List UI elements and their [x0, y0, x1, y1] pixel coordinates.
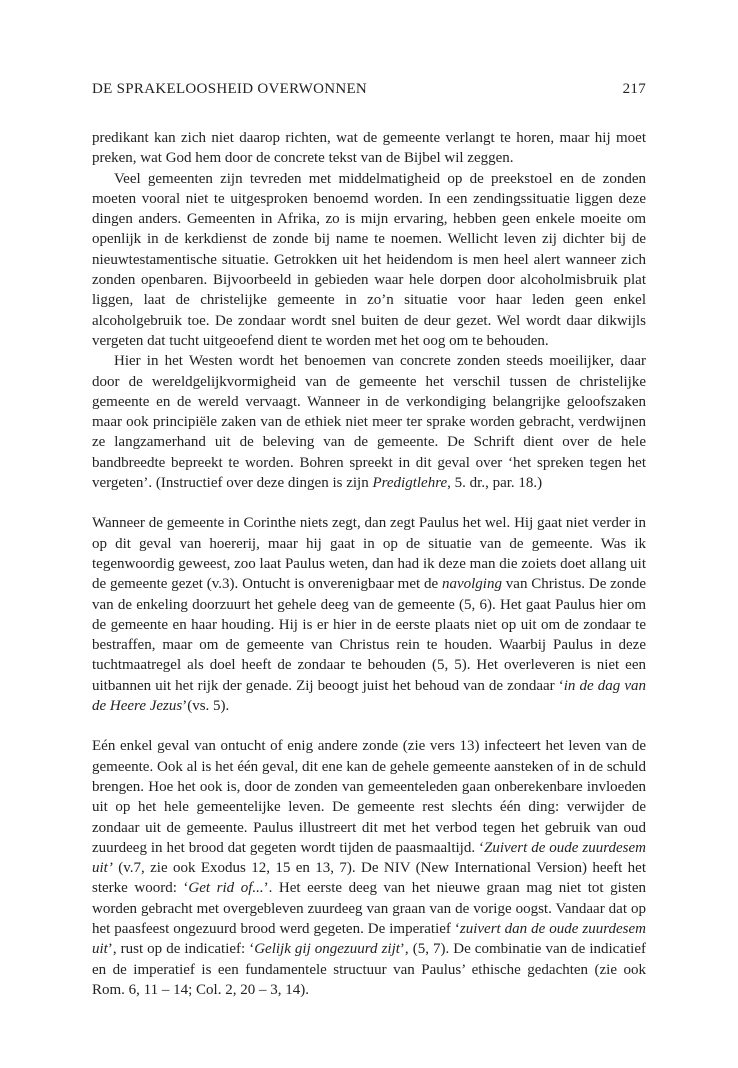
- paragraph-5: Eén enkel geval van ontucht of enig andere zonde (zie vers 13) infecteert het leven van de gemeente. Ook al is het één geval, dit ene kan de gehele gemeente aansteken of in de schuld brengen. Hoe het ook is, door de zonden van gemeenteleden gaan onberekenbare invloeden uit op het hele gemeentelijke leven. De gemeente rest slechts één ding: verwijder de zondaar uit de gemeente. Paulus illustreert dit met het verbod tegen het gebruik van oud zuurdeeg in het brood dat gegeten wordt tijden de paasmaaltijd. ‘Zuivert de oude zuurdesem uit’ (v.7, zie ook Exodus 12, 15 en 13, 7). De NIV (New International Version) heeft het sterke woord: ‘Get rid of...’. Het eerste deeg van het nieuwe graan mag niet tot gisten worden gebracht met overgebleven zuurdeeg van graan van de vorige oogst. Vandaar dat op het paasfeest ongezuurd brood werd gegeten. De imperatief ‘zuivert dan de oude zuurdesem uit’, rust op de indicatief: ‘Gelijk gij ongezuurd zijt’, (5, 7). De combinatie van de indicatief en de imperatief is een fundamentele structuur van Paulus’ ethische gedachten (zie ook Rom. 6, 11 – 14; Col. 2, 20 – 3, 14).: [92, 738, 647, 998]
- running-title: DE SPRAKELOOSHEID OVERWONNEN: [92, 81, 368, 97]
- running-header: [92, 80, 646, 98]
- quote-italic: in de dag van de Heere Jezus: [92, 677, 646, 715]
- body-text: [92, 128, 646, 1000]
- paragraph-3: Hier in het Westen wordt het benoemen van concrete zonden steeds moeilijker, daar door de wereldgelijkvormigheid van de gemeente het verschil tussen de christelijke gemeente en de wereld vervaagt. Wanneer in de verkondiging belangrijke geloofszaken maar ook principiële zaken van de ethiek niet meer ter sprake worden gebracht, verdwijnen ze langzamerhand uit de beleving van de gemeente. De Schrift dient over de hele bandbreedte bepreekt te worden. Bohren spreekt in dit geval over ‘het spreken tegen het vergeten’. (Instructief over deze dingen is zijn Predigtlehre, 5. dr., par. 18.): [92, 353, 646, 492]
- quote-italic: Zuivert de oude zuurdesem uit’: [92, 839, 646, 877]
- quote-italic: Get rid of...: [188, 880, 264, 897]
- quote-italic: Gelijk gij ongezuurd zijt: [254, 941, 400, 958]
- paragraph-1: predikant kan zich niet daarop richten, wat de gemeente verlangt te horen, maar hij moet preken, wat God hem door de concrete tekst van de Bijbel wil zeggen.: [92, 130, 646, 167]
- paragraph-2: Veel gemeenten zijn tevreden met middelmatigheid op de preekstoel en de zonden moeten vooral niet te uitgesproken benoemd worden. In een zendingssituatie liggen deze dingen anders. Gemeenten in Afrika, zo is mijn ervaring, hebben geen enkele moeite om openlijk in de kerkdienst de zonde bij name te noemen. Wellicht leven zij dichter bij de nieuwtestamentische situatie. Getrokken uit het heidendom is men heel alert wanneer zich zonden openbaren. Bijvoorbeeld in gebieden waar hele dorpen door alcoholmisbruik plat liggen, laat de christelijke gemeente in zo’n situatie voor haar leden geen enkel alcoholgebruik toe. De zondaar wordt snel buiten de deur gezet. Wel wordt daar dikwijls vergeten dat tucht uitgeoefend dient te worden met het oog om te behouden.: [92, 170, 646, 349]
- paragraph-4: Wanneer de gemeente in Corinthe niets zegt, dan zegt Paulus het wel. Hij gaat niet verder in op dit geval van hoererij, maar hij gaat in op de situatie van de gemeente. Was ik tegenwoordig geweest, zoo laat Paulus weten, dan had ik deze man die zoiets doet allang uit de gemeente gezet (v.3). Ontucht is onverenigbaar met de navolging van Christus. De zonde van de enkeling doorzuurt het gehele deeg van de gemeente (5, 6). Het gaat Paulus hier om de gemeente en haar houding. Hij is er hier in de eerste plaats niet op uit om de zondaar te bestraffen, maar om de gemeente van Christus rein te houden. Waarbij Paulus in deze tuchtmaatregel als doel heeft de zondaar te behouden (5, 5). Het overleveren is niet een uitbannen uit het rijk der genade. Zij beoogt juist het behoud van de zondaar ‘in de dag van de Heere Jezus’(vs. 5).: [92, 515, 646, 715]
- quote-italic: zuivert dan de oude zuurdesem uit: [92, 920, 647, 958]
- book-title-italic: Predigtlehre: [372, 475, 448, 492]
- page-number: 217: [622, 81, 646, 97]
- emphasis-italic: navolging: [441, 576, 502, 593]
